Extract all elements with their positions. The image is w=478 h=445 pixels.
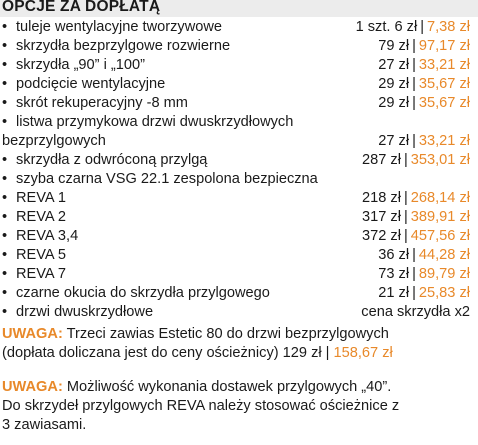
item-label: REVA 3,4 xyxy=(16,228,79,244)
note-text: Trzeci zawias Estetic 80 do drzwi bezprzylgowych xyxy=(66,326,389,342)
gross-price: 33,21 zł xyxy=(418,133,470,149)
item-label: REVA 7 xyxy=(16,266,67,282)
price-separator: | xyxy=(412,38,416,54)
note-text: 3 zawiasami. xyxy=(2,417,87,433)
gross-price: 25,83 zł xyxy=(418,285,470,301)
list-item xyxy=(0,227,470,246)
net-price: 79 zł xyxy=(378,38,410,54)
list-item xyxy=(0,189,470,208)
bullet-icon: • xyxy=(2,114,8,130)
list-item-continuation xyxy=(0,132,470,151)
section-heading: OPCJE ZA DOPŁATĄ xyxy=(0,0,478,17)
bullet-icon: • xyxy=(2,228,8,244)
item-label: skrzydła „90” i „100” xyxy=(16,57,145,73)
item-label: skrzydła bezprzylgowe rozwierne xyxy=(16,38,231,54)
list-item xyxy=(0,151,470,170)
bullet-icon: • xyxy=(2,247,8,263)
item-label: REVA 5 xyxy=(16,247,67,263)
price-separator: | xyxy=(412,95,416,111)
bullet-icon: • xyxy=(2,95,8,111)
note-text: (dopłata doliczana jest do ceny ościeżnicy) 129 zł | xyxy=(2,345,330,361)
bullet-icon: • xyxy=(2,19,8,35)
note-label: UWAGA: xyxy=(2,326,63,342)
bullet-icon: • xyxy=(2,57,8,73)
price-separator: | xyxy=(403,228,408,244)
price-separator: | xyxy=(412,133,416,149)
list-item xyxy=(0,75,470,94)
net-price: 218 zł xyxy=(362,190,401,206)
note-text: Do skrzydeł przylgowych REVA należy stosować ościeżnice z xyxy=(2,398,400,414)
bullet-icon: • xyxy=(2,190,8,206)
net-price: cena skrzydła x2 xyxy=(361,304,470,320)
item-label: REVA 1 xyxy=(16,190,67,206)
list-item xyxy=(0,56,470,75)
price-separator: | xyxy=(412,57,416,73)
list-item xyxy=(0,113,470,132)
net-price: 29 zł xyxy=(378,76,410,92)
item-label: skrót rekuperacyjny -8 mm xyxy=(16,95,188,111)
bullet-icon: • xyxy=(2,76,8,92)
note-label: UWAGA: xyxy=(2,379,63,395)
bullet-icon: • xyxy=(2,285,8,301)
gross-price: 35,67 zł xyxy=(418,76,470,92)
net-price: 317 zł xyxy=(362,209,401,225)
price-separator: | xyxy=(403,209,408,225)
options-list xyxy=(0,18,470,322)
note-third-hinge xyxy=(2,325,472,363)
net-price: 27 zł xyxy=(378,57,410,73)
net-price: 36 zł xyxy=(378,247,410,263)
list-item xyxy=(0,208,470,227)
bullet-icon: • xyxy=(2,38,8,54)
list-item xyxy=(0,303,470,322)
gross-price: 389,91 zł xyxy=(410,209,470,225)
item-label: skrzydła z odwróconą przylgą xyxy=(16,152,208,168)
note-text: Możliwość wykonania dostawek przylgowych „40”. xyxy=(66,379,392,395)
bullet-icon: • xyxy=(2,266,8,282)
price-separator: | xyxy=(412,247,416,263)
gross-price: 158,67 zł xyxy=(333,345,393,361)
list-item xyxy=(0,18,470,37)
gross-price: 457,56 zł xyxy=(410,228,470,244)
bullet-icon: • xyxy=(2,152,8,168)
item-label: czarne okucia do skrzydła przylgowego xyxy=(16,285,270,301)
net-price: 29 zł xyxy=(378,95,410,111)
net-price: 372 zł xyxy=(362,228,401,244)
item-label: REVA 2 xyxy=(16,209,67,225)
gross-price: 35,67 zł xyxy=(418,95,470,111)
net-price: 27 zł xyxy=(378,133,410,149)
item-label-continued: bezprzylgowych xyxy=(2,133,106,149)
net-price: 73 zł xyxy=(378,266,410,282)
item-label: podcięcie wentylacyjne xyxy=(16,76,166,92)
gross-price: 268,14 zł xyxy=(410,190,470,206)
gross-price: 33,21 zł xyxy=(418,57,470,73)
list-item xyxy=(0,170,470,189)
item-label: tuleje wentylacyjne tworzywowe xyxy=(16,19,223,35)
price-separator: | xyxy=(412,266,416,282)
bullet-icon: • xyxy=(2,304,8,320)
list-item xyxy=(0,37,470,56)
note-reva-frames xyxy=(2,378,472,435)
gross-price: 7,38 zł xyxy=(427,19,470,35)
list-item xyxy=(0,265,470,284)
bullet-icon: • xyxy=(2,209,8,225)
net-price: 21 zł xyxy=(378,285,410,301)
gross-price: 44,28 zł xyxy=(418,247,470,263)
price-separator: | xyxy=(412,76,416,92)
price-separator: | xyxy=(412,285,416,301)
list-item xyxy=(0,94,470,113)
list-item xyxy=(0,284,470,303)
item-label: listwa przymykowa drzwi dwuskrzydłowych xyxy=(16,114,294,130)
item-label: drzwi dwuskrzydłowe xyxy=(16,304,154,320)
gross-price: 353,01 zł xyxy=(410,152,470,168)
price-separator: | xyxy=(420,19,424,35)
list-item xyxy=(0,246,470,265)
price-separator: | xyxy=(403,152,408,168)
item-label: szyba czarna VSG 22.1 zespolona bezpieczna xyxy=(16,171,318,187)
gross-price: 97,17 zł xyxy=(418,38,470,54)
net-price: 1 szt. 6 zł xyxy=(355,19,418,35)
net-price: 287 zł xyxy=(362,152,401,168)
gross-price: 89,79 zł xyxy=(418,266,470,282)
bullet-icon: • xyxy=(2,171,8,187)
price-separator: | xyxy=(403,190,408,206)
